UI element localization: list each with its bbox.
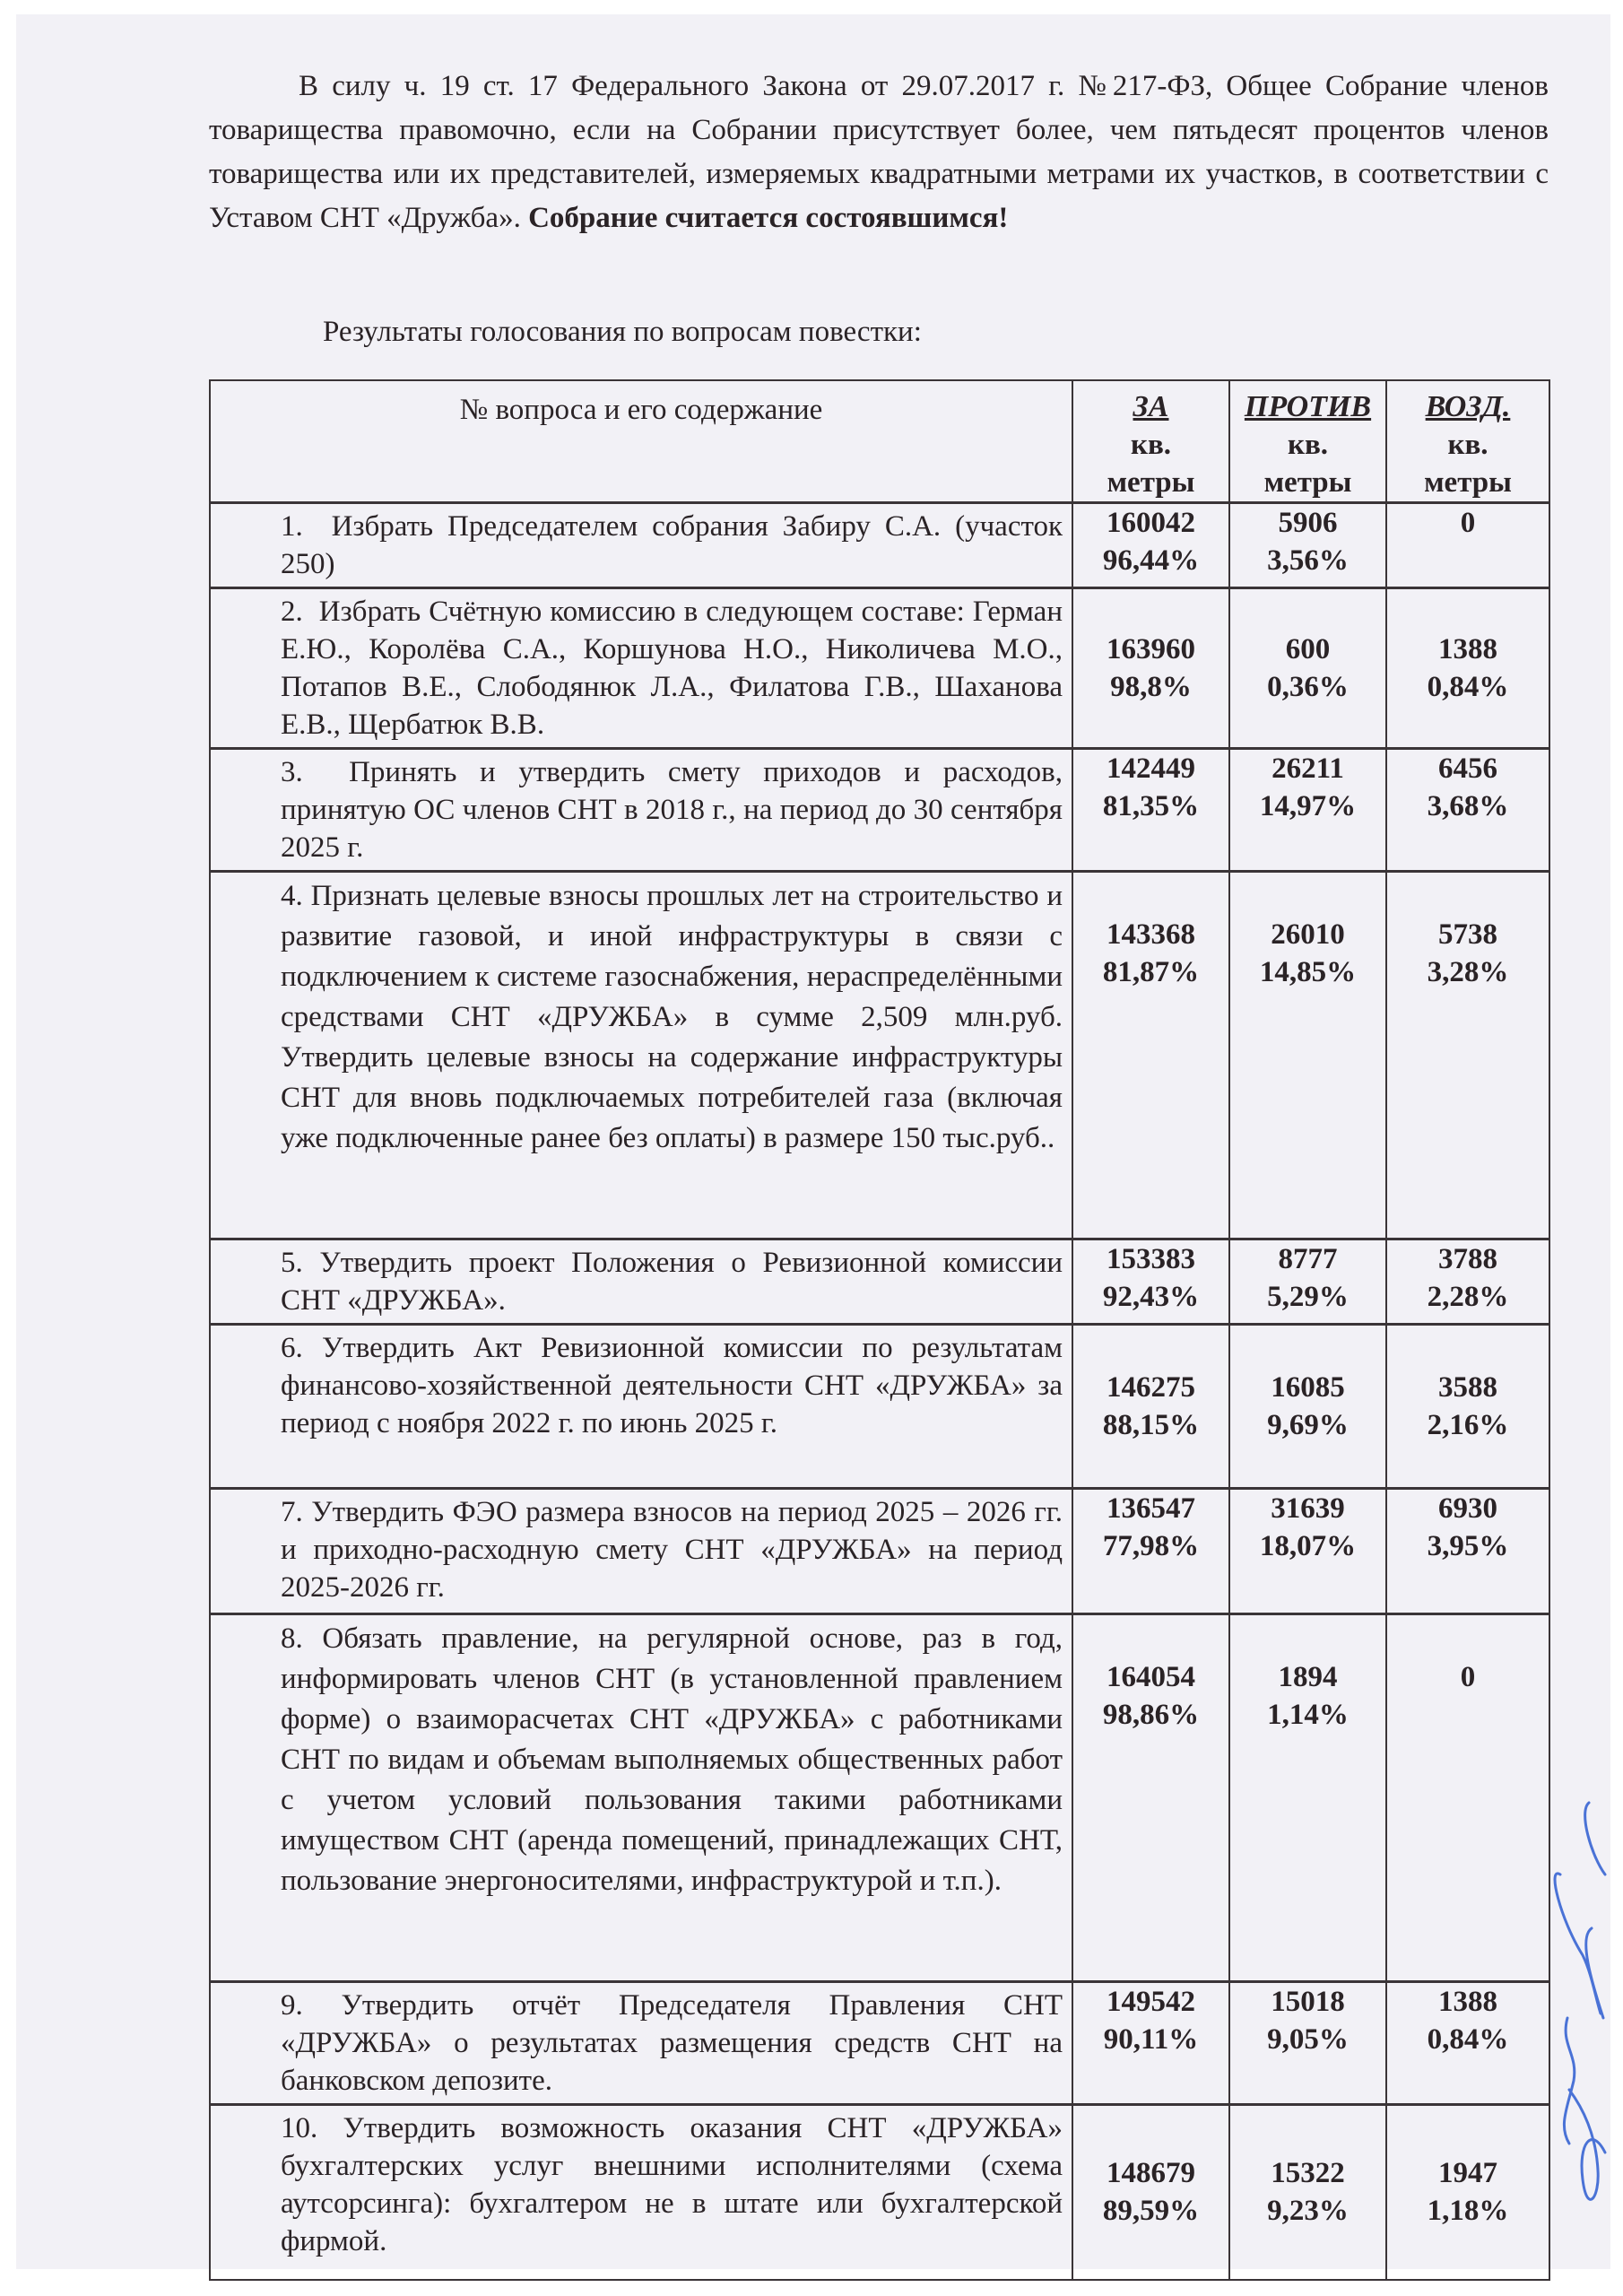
vozd-cell [1386, 749, 1549, 872]
protiv-cell [1229, 749, 1386, 872]
protiv-percent: 14,97% [1259, 790, 1357, 822]
za-cell [1072, 1614, 1229, 1982]
question-number: 3. [281, 756, 303, 788]
table-header-row [210, 380, 1549, 503]
vozd-cell [1386, 503, 1549, 588]
header-za [1072, 380, 1229, 503]
table-row [210, 872, 1549, 1239]
protiv-value: 1894 [1278, 1661, 1338, 1693]
question-text [210, 872, 1072, 1239]
question-text [210, 1982, 1072, 2105]
question-content: Избрать Председателем собрания Забиру С.А. (участок 250) [281, 510, 1063, 580]
table-row [210, 1982, 1549, 2105]
za-value: 163960 [1107, 633, 1195, 665]
header-za-label: ЗА [1133, 390, 1169, 423]
protiv-value: 31639 [1271, 1492, 1345, 1525]
protiv-value: 15322 [1271, 2157, 1345, 2190]
question-content: Признать целевые взносы прошлых лет на строительство и развитие газовой, и иной инфраструктуры в связи с подключением к системе газоснабжения, нераспределёнными средствами СНТ «ДРУЖБА» в сумме 2,509 млн.руб. Утвердить целевые взносы на содержание инфраструктуры СНТ для вновь подключаемых потребителей газа (включая уже подключенные ранее без оплаты) в размере 150 тыс.руб.. [281, 880, 1063, 1154]
vozd-percent: 2,28% [1427, 1281, 1509, 1313]
header-vozd [1386, 380, 1549, 503]
protiv-cell [1229, 588, 1386, 749]
question-number: 7. [281, 1496, 303, 1528]
protiv-percent: 0,36% [1267, 671, 1349, 703]
protiv-percent: 9,69% [1267, 1409, 1349, 1441]
question-content: Утвердить возможность оказания СНТ «ДРУЖБА» бухгалтерских услуг внешними исполнителями (схема аутсорсинга): бухгалтером не в штате или бухгалтерской фирмой. [281, 2112, 1063, 2257]
protiv-value: 15018 [1271, 1986, 1345, 2018]
vozd-value: 1388 [1438, 633, 1497, 665]
vozd-cell [1386, 588, 1549, 749]
header-unit-1: кв. [1287, 429, 1329, 461]
za-value: 153383 [1107, 1243, 1195, 1275]
table-row [210, 2105, 1549, 2280]
za-cell [1072, 1982, 1229, 2105]
header-protiv-label: ПРОТИВ [1244, 390, 1372, 423]
za-value: 160042 [1107, 507, 1195, 539]
za-cell [1072, 1325, 1229, 1489]
vozd-value: 5738 [1438, 918, 1497, 951]
za-value: 164054 [1107, 1661, 1195, 1693]
question-text [210, 1489, 1072, 1614]
vozd-cell [1386, 1325, 1549, 1489]
header-unit-1: кв. [1130, 429, 1172, 461]
vozd-percent: 2,16% [1427, 1409, 1509, 1441]
vozd-cell [1386, 1982, 1549, 2105]
legal-basis-text: В силу ч. 19 ст. 17 Федерального Закона от 29.07.2017 г. №217-ФЗ, Общее Собрание членов товарищества правомочно, если на Собрании присутствует более, чем пятьдесят процентов членов товарищества или их представителей, измеряемых квадратными метрами их участков, в соответствии с Уставом СНТ «Дружба». [209, 70, 1549, 234]
protiv-percent: 3,56% [1267, 544, 1349, 577]
za-cell [1072, 1239, 1229, 1325]
header-vozd-label: ВОЗД. [1425, 390, 1511, 423]
table-row [210, 503, 1549, 588]
vozd-value: 1947 [1438, 2157, 1497, 2190]
vozd-percent: 3,68% [1427, 790, 1509, 822]
table-row [210, 1325, 1549, 1489]
vozd-percent: 1,18% [1427, 2195, 1509, 2228]
za-value: 146275 [1107, 1371, 1195, 1404]
question-number: 1. [281, 510, 303, 543]
table-row [210, 1239, 1549, 1325]
za-value: 149542 [1107, 1986, 1195, 2018]
za-percent: 98,86% [1102, 1699, 1200, 1731]
protiv-value: 16085 [1271, 1371, 1345, 1404]
question-number: 5. [281, 1247, 303, 1279]
question-content: Избрать Счётную комиссию в следующем составе: Герман Е.Ю., Королёва С.А., Коршунова Н.О., Николичева М.О., Потапов В.Е., Слободянюк Л.А., Филатова Г.В., Шаханова Е.В., Щербатюк В.В. [281, 596, 1063, 741]
za-percent: 98,8% [1110, 671, 1192, 703]
za-percent: 81,87% [1102, 956, 1200, 988]
za-value: 148679 [1107, 2157, 1195, 2190]
vozd-cell [1386, 1614, 1549, 1982]
protiv-cell [1229, 503, 1386, 588]
question-number: 6. [281, 1332, 303, 1364]
handwritten-signature-icon [1542, 1749, 1623, 2287]
question-content: Утвердить ФЭО размера взносов на период 2025 – 2026 гг. и приходно-расходную смету СНТ «ДРУЖБА» на период 2025-2026 гг. [281, 1496, 1063, 1604]
results-heading: Результаты голосования по вопросам повестки: [323, 316, 922, 348]
question-number: 8. [281, 1622, 303, 1655]
vozd-value: 6456 [1438, 752, 1497, 785]
vozd-cell [1386, 872, 1549, 1239]
protiv-percent: 5,29% [1267, 1281, 1349, 1313]
protiv-cell [1229, 1489, 1386, 1614]
question-content: Утвердить проект Положения о Ревизионной комиссии СНТ «ДРУЖБА». [281, 1247, 1063, 1317]
za-percent: 90,11% [1103, 2023, 1199, 2056]
vozd-value: 0 [1460, 1661, 1476, 1693]
protiv-cell [1229, 872, 1386, 1239]
vozd-percent: 3,28% [1427, 956, 1509, 988]
table-row [210, 588, 1549, 749]
protiv-value: 26211 [1271, 752, 1344, 785]
vozd-cell [1386, 1239, 1549, 1325]
header-unit-2: метры [1424, 466, 1512, 499]
za-value: 143368 [1107, 918, 1195, 951]
za-percent: 77,98% [1102, 1530, 1200, 1562]
protiv-percent: 9,05% [1267, 2023, 1349, 2056]
vozd-value: 3588 [1438, 1371, 1497, 1404]
question-text [210, 1614, 1072, 1982]
vozd-value: 0 [1460, 507, 1476, 539]
question-content: Утвердить отчёт Председателя Правления СНТ «ДРУЖБА» о результатах размещения средств СНТ на банковском депозите. [281, 1989, 1063, 2097]
voting-results-table [209, 379, 1550, 2281]
question-content: Принять и утвердить смету приходов и расходов, принятую ОС членов СНТ в 2018 г., на период до 30 сентября 2025 г. [281, 756, 1063, 864]
protiv-cell [1229, 1325, 1386, 1489]
protiv-percent: 1,14% [1267, 1699, 1349, 1731]
legal-basis-paragraph [209, 65, 1549, 240]
question-text [210, 503, 1072, 588]
protiv-cell [1229, 1614, 1386, 1982]
table-row [210, 749, 1549, 872]
table-row [210, 1614, 1549, 1982]
protiv-cell [1229, 1982, 1386, 2105]
protiv-value: 5906 [1278, 507, 1338, 539]
question-text [210, 588, 1072, 749]
za-percent: 92,43% [1102, 1281, 1200, 1313]
vozd-cell [1386, 2105, 1549, 2280]
question-content: Утвердить Акт Ревизионной комиссии по результатам финансово-хозяйственной деятельности СНТ «ДРУЖБА» за период с ноября 2022 г. по июнь 2025 г. [281, 1332, 1063, 1439]
protiv-value: 600 [1285, 633, 1331, 665]
za-value: 142449 [1107, 752, 1195, 785]
vozd-cell [1386, 1489, 1549, 1614]
za-value: 136547 [1107, 1492, 1195, 1525]
za-percent: 96,44% [1102, 544, 1200, 577]
quorum-conclusion: Собрание считается состоявшимся! [528, 202, 1009, 234]
vozd-percent: 0,84% [1427, 671, 1509, 703]
question-text [210, 1325, 1072, 1489]
protiv-cell [1229, 1239, 1386, 1325]
question-text [210, 2105, 1072, 2280]
question-number: 9. [281, 1989, 303, 2022]
za-cell [1072, 503, 1229, 588]
za-cell [1072, 588, 1229, 749]
vozd-value: 6930 [1438, 1492, 1497, 1525]
header-protiv [1229, 380, 1386, 503]
vozd-value: 3788 [1438, 1243, 1497, 1275]
question-number: 2. [281, 596, 303, 628]
question-number: 10. [281, 2112, 318, 2144]
za-cell [1072, 872, 1229, 1239]
protiv-cell [1229, 2105, 1386, 2280]
za-cell [1072, 1489, 1229, 1614]
za-percent: 89,59% [1102, 2195, 1200, 2228]
header-unit-1: кв. [1447, 429, 1488, 461]
protiv-percent: 14,85% [1259, 956, 1357, 988]
question-text [210, 749, 1072, 872]
za-percent: 81,35% [1102, 790, 1200, 822]
question-text [210, 1239, 1072, 1325]
za-cell [1072, 749, 1229, 872]
protiv-value: 8777 [1278, 1243, 1338, 1275]
question-number: 4. [281, 880, 303, 912]
za-cell [1072, 2105, 1229, 2280]
header-unit-2: метры [1263, 466, 1352, 499]
vozd-percent: 3,95% [1427, 1530, 1509, 1562]
protiv-percent: 18,07% [1259, 1530, 1357, 1562]
header-unit-2: метры [1107, 466, 1195, 499]
table-row [210, 1489, 1549, 1614]
vozd-value: 1388 [1438, 1986, 1497, 2018]
za-percent: 88,15% [1102, 1409, 1200, 1441]
header-question: № вопроса и его содержание [210, 380, 1072, 503]
question-content: Обязать правление, на регулярной основе, раз в год, информировать членов СНТ (в установленной правлением форме) о взаиморасчетах СНТ «ДРУЖБА» с работниками СНТ по видам и объемам выполняемых общественных работ с учетом условий пользования такими работниками имуществом СНТ (аренда помещений, принадлежащих СНТ, пользование энергоносителями, инфраструктурой и т.п.). [281, 1622, 1063, 1897]
vozd-percent: 0,84% [1427, 2023, 1509, 2056]
protiv-percent: 9,23% [1267, 2195, 1349, 2228]
protiv-value: 26010 [1271, 918, 1345, 951]
